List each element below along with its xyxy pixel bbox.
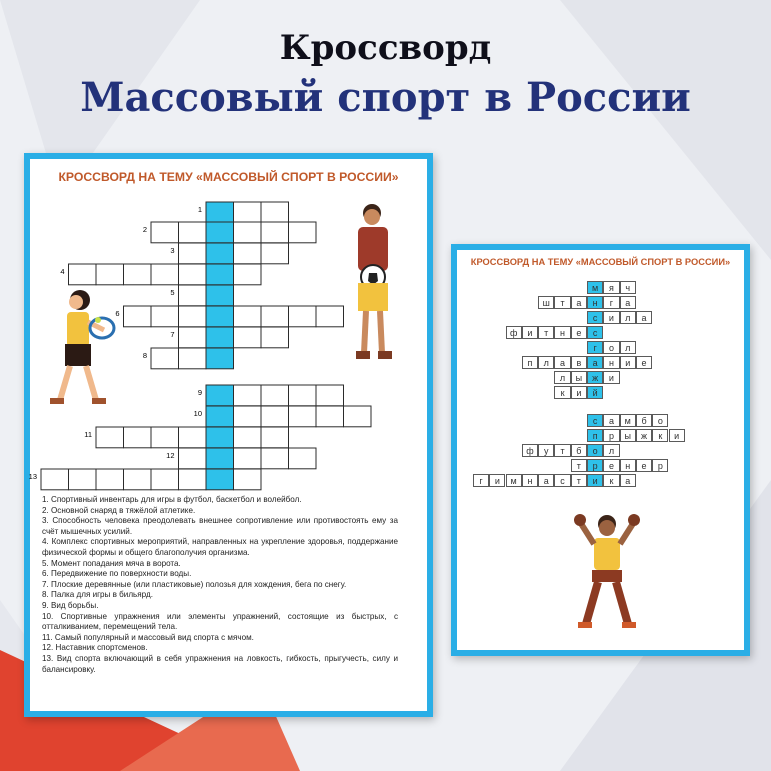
answer-cell: б <box>636 414 652 427</box>
clue-number: 11 <box>84 430 92 439</box>
answer-cell: а <box>587 356 603 369</box>
answer-cell: ж <box>636 429 652 442</box>
answer-cell: в <box>571 356 587 369</box>
answer-cell: ы <box>620 429 636 442</box>
answer-cell: о <box>603 341 619 354</box>
answer-cell: и <box>489 474 505 487</box>
answer-cell: а <box>636 311 652 324</box>
answer-cell: а <box>603 414 619 427</box>
answer-cell: к <box>554 386 570 399</box>
clue-item: 2. Основной снаряд в тяжёлой атлетике. <box>42 505 196 515</box>
answer-cell: с <box>587 311 603 324</box>
page-title: Кроссворд <box>279 28 492 68</box>
answer-cell: л <box>603 444 619 457</box>
answer-cell: с <box>587 326 603 339</box>
answer-cell: а <box>571 296 587 309</box>
answer-cell: и <box>603 371 619 384</box>
clue-item: 6. Передвижение по поверхности воды. <box>42 569 192 579</box>
clue-number: 13 <box>28 472 37 481</box>
answer-cell: у <box>538 444 554 457</box>
answer-cell: л <box>620 341 636 354</box>
answer-cell: н <box>603 356 619 369</box>
answer-cell: р <box>587 459 603 472</box>
clue-item: 1. Спортивный инвентарь для игры в футбол, баскетбол и волейбол. <box>42 495 302 504</box>
answer-cell: с <box>554 474 570 487</box>
answer-cell: и <box>522 326 538 339</box>
clue-item: 9. Вид борьбы. <box>42 600 99 610</box>
answer-cell: р <box>652 459 668 472</box>
answer-cell: о <box>587 444 603 457</box>
answer-cell: а <box>538 474 554 487</box>
clue-item: 4. Комплекс спортивных мероприятий, направленных на укрепление здоровья, поддержание физической формы и общего благополучия организма. <box>42 537 398 557</box>
clue-number: 9 <box>197 388 202 397</box>
clue-number: 6 <box>115 309 120 318</box>
answer-cell: б <box>571 444 587 457</box>
clue-item: 5. Момент попадания мяча в ворота. <box>42 558 181 568</box>
answer-cell: а <box>554 356 570 369</box>
answer-cell: е <box>603 459 619 472</box>
weightlifter-illustration <box>572 512 642 634</box>
clue-number: 5 <box>170 288 175 297</box>
answer-cell: т <box>538 326 554 339</box>
answer-cell: ф <box>506 326 522 339</box>
answer-cell: н <box>587 296 603 309</box>
clue-item: 8. Палка для игры в бильярд. <box>42 590 153 600</box>
answer-cell: и <box>620 356 636 369</box>
answer-cell: я <box>603 281 619 294</box>
answer-cell: п <box>522 356 538 369</box>
answer-cell: ш <box>538 296 554 309</box>
answer-cell: п <box>587 429 603 442</box>
answer-cell: а <box>620 474 636 487</box>
answer-cell: н <box>620 459 636 472</box>
clue-number: 8 <box>142 351 147 360</box>
clue-number: 4 <box>60 267 65 276</box>
right-sheet-title: КРОССВОРД НА ТЕМУ «МАССОВЫЙ СПОРТ В РОССИИ» <box>470 257 731 267</box>
page-subtitle: Массовый спорт в России <box>80 74 691 121</box>
answer-cell: и <box>603 311 619 324</box>
clue-number: 7 <box>170 330 175 339</box>
clue-item: 10. Спортивные упражнения или элементы упражнений, состоящие из быстрых, с отталкиванием, перемещений тела. <box>42 611 398 632</box>
answer-cell: й <box>587 386 603 399</box>
clue-number: 10 <box>193 409 202 418</box>
clue-number: 2 <box>142 225 147 234</box>
answer-cell: е <box>636 356 652 369</box>
clue-number: 1 <box>197 205 202 214</box>
clue-item: 11. Самый популярный и массовый вид спорта с мячом. <box>42 632 254 642</box>
clue-item: 13. Вид спорта включающий в себя упражнения на ловкость, гибкость, прыгучесть, силу и балансировку. <box>42 653 398 674</box>
answer-cell: т <box>554 296 570 309</box>
answer-cell: а <box>620 296 636 309</box>
answer-cell: т <box>571 474 587 487</box>
answer-cell: т <box>554 444 570 457</box>
answer-cell: г <box>587 341 603 354</box>
answer-cell: ч <box>620 281 636 294</box>
answer-cell: к <box>652 429 668 442</box>
answer-cell: г <box>603 296 619 309</box>
clue-item: 3. Способность человека преодолевать внешнее сопротивление или противостоять ему за счёт мышечных усилий. <box>42 516 398 536</box>
answer-cell: с <box>587 414 603 427</box>
answer-cell: м <box>620 414 636 427</box>
answer-cell: е <box>571 326 587 339</box>
clue-number: 12 <box>166 451 175 460</box>
answer-cell: ф <box>522 444 538 457</box>
answer-cell: м <box>506 474 522 487</box>
left-sheet-title: КРОССВОРД НА ТЕМУ «МАССОВЫЙ СПОРТ В РОССИИ» <box>58 170 399 184</box>
clue-item: 7. Плоские деревянные (или пластиковые) полозья для хождения, бега по снегу. <box>42 579 347 589</box>
answer-cell: ы <box>571 371 587 384</box>
answer-cell: ж <box>587 371 603 384</box>
answer-cell: л <box>538 356 554 369</box>
answer-cell: л <box>554 371 570 384</box>
answer-cell: н <box>522 474 538 487</box>
clue-number: 3 <box>170 246 175 255</box>
answer-cell: н <box>554 326 570 339</box>
answer-cell: и <box>571 386 587 399</box>
answer-cell: т <box>571 459 587 472</box>
answer-cell: е <box>636 459 652 472</box>
answer-cell: л <box>620 311 636 324</box>
answer-cell: к <box>603 474 619 487</box>
answer-cell: и <box>669 429 685 442</box>
answer-cell: г <box>473 474 489 487</box>
answer-cell: м <box>587 281 603 294</box>
answer-cell: р <box>603 429 619 442</box>
clue-item: 12. Наставник спортсменов. <box>42 643 148 653</box>
answer-cell: и <box>587 474 603 487</box>
answer-cell: о <box>652 414 668 427</box>
